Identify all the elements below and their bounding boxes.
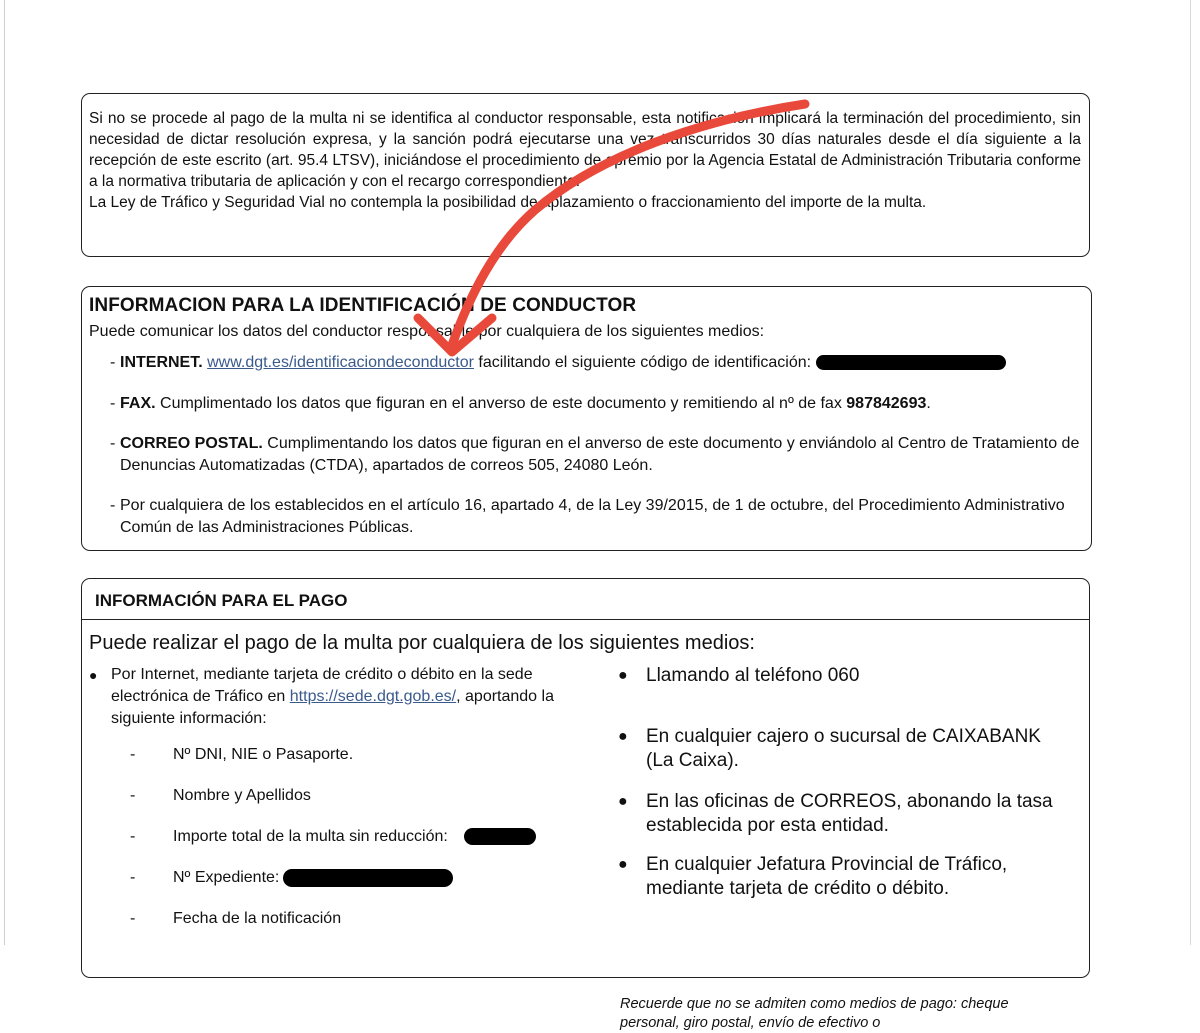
fax-number: 987842693 <box>846 395 927 412</box>
dash: - <box>110 497 116 514</box>
option-internet <box>110 352 1080 374</box>
bullet: ● <box>618 856 628 873</box>
payment-method: En cualquier cajero o sucursal de CAIXABANK (La Caixa). <box>646 726 1041 771</box>
dash: - <box>110 354 116 371</box>
payment-note: Recuerde que no se admiten como medios de pago: cheque personal, giro postal, envío de efectivo o <box>620 996 1009 1031</box>
section-intro: Puede comunicar los datos del conductor responsable por cualquiera de los siguientes medios: <box>89 323 765 340</box>
option-text: facilitando el siguiente código de identificación: <box>478 354 812 371</box>
list-item <box>618 790 1058 838</box>
option-text: Por cualquiera de los establecidos en el artículo 16, apartado 4, de la Ley 39/2015, de 1 de octubre, del Procedimiento Administrativo Común de las Administraciones Públicas. <box>120 497 1065 536</box>
list-item <box>89 664 589 730</box>
dash: - <box>130 910 136 927</box>
list-item <box>618 853 1038 901</box>
list-item <box>618 664 1058 688</box>
bullet: ● <box>89 667 98 683</box>
bullet: ● <box>618 728 628 745</box>
field-row <box>89 910 341 928</box>
period: . <box>926 395 931 412</box>
field-row <box>89 746 353 764</box>
page-edge <box>4 0 5 945</box>
dash: - <box>130 787 136 804</box>
field-label: Fecha de la notificación <box>173 910 342 927</box>
dash: - <box>130 746 136 763</box>
option-fax <box>110 393 1080 415</box>
option-other <box>110 495 1080 539</box>
section-title: INFORMACIÓN PARA EL PAGO <box>95 591 348 610</box>
option-text: Cumplimentado los datos que figuran en el anverso de este documento y remitiendo al nº de fax <box>160 395 842 412</box>
field-label: Nº Expediente: <box>173 869 280 886</box>
redaction-mark <box>464 828 536 845</box>
payment-method: Llamando al teléfono 060 <box>646 665 860 686</box>
option-text: Cumplimentando los datos que figuran en el anverso de este documento y enviándolo al Centro de Tratamiento de Denuncias Automatizadas (CTDA), apartados de correos 505, 24080 León. <box>120 435 1080 474</box>
option-label: INTERNET. <box>120 354 203 371</box>
notice-paragraph: La Ley de Tráfico y Seguridad Vial no contempla la posibilidad de aplazamiento o fraccionamiento del importe de la multa. <box>89 194 927 211</box>
section-intro: Puede realizar el pago de la multa por cualquiera de los siguientes medios: <box>89 632 755 654</box>
payment-box <box>81 578 1090 1031</box>
dash: - <box>110 435 116 452</box>
field-row <box>89 828 536 846</box>
bullet: ● <box>618 793 628 810</box>
payment-text: , aportando la siguiente información: <box>111 688 554 727</box>
bullet: ● <box>618 667 628 684</box>
field-label: Nombre y Apellidos <box>173 787 311 804</box>
notice-text <box>89 108 1081 213</box>
payment-method: En cualquier Jefatura Provincial de Tráfico, mediante tarjeta de crédito o débito. <box>646 854 1008 899</box>
field-row <box>89 787 311 805</box>
field-label: Nº DNI, NIE o Pasaporte. <box>173 746 354 763</box>
list-item <box>618 725 1048 773</box>
redaction-mark <box>283 869 453 887</box>
redaction-mark <box>816 355 1006 370</box>
section-title: INFORMACION PARA LA IDENTIFICACIÓN DE CONDUCTOR <box>89 295 637 316</box>
dash: - <box>110 395 116 412</box>
field-label: Importe total de la multa sin reducción: <box>173 828 448 845</box>
option-label: FAX. <box>120 395 156 412</box>
identification-box <box>81 286 1092 551</box>
dash: - <box>130 869 136 886</box>
field-row <box>89 869 453 887</box>
sede-link[interactable]: https://sede.dgt.gob.es/ <box>289 688 457 705</box>
option-correo <box>110 433 1080 477</box>
notice-box <box>81 93 1090 257</box>
option-label: CORREO POSTAL. <box>120 435 263 452</box>
dash: - <box>130 828 136 845</box>
notice-paragraph: Si no se procede al pago de la multa ni se identifica al conductor responsable, esta notificación implicará la terminación del procedimiento, sin necesidad de dictar resolución expresa, y la sanción podrá ejecutarse una vez transcurridos 30 días naturales desde el día siguiente a la recepción de este escrito (art. 95.4 LTSV), iniciándose el procedimiento de apremio por la Agencia Estatal de Administración Tributaria conforme a la normativa tributaria de aplicación y con el recargo correspondiente. <box>89 110 1081 190</box>
page-edge <box>1190 0 1191 945</box>
payment-header <box>82 579 1089 620</box>
payment-method: En las oficinas de CORREOS, abonando la tasa establecida por esta entidad. <box>646 791 1053 836</box>
identification-link[interactable]: www.dgt.es/identificaciondeconductor <box>207 354 474 371</box>
payment-text: Por Internet, mediante tarjeta de crédito o débito en la sede electrónica de Tráfico en <box>111 666 533 705</box>
